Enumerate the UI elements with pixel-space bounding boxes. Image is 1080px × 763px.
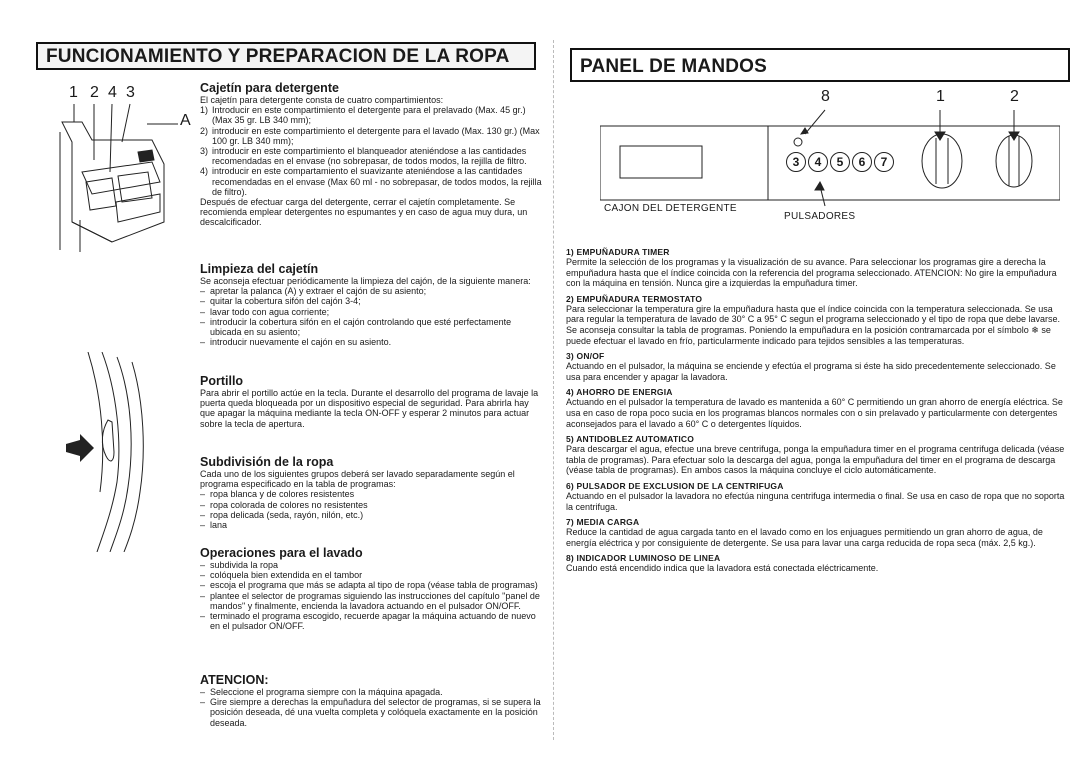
control-heading: 7) MEDIA CARGA [566,517,640,528]
list-item: – Gire siempre a derechas la empuñadura del selector de programas, si se supera la posición deseada, dé una vuelta completa y colóquela exactamente en la posición deseada. [200,697,545,728]
cajon-label: CAJON DEL DETERGENTE [604,203,737,214]
limpieza-intro: Se aconseja efectuar periódicamente la limpieza del cajón, de la siguiente manera: [200,276,531,286]
list-item: – ropa delicada (seda, rayón, nilón, etc.) [200,510,545,520]
list-item: – introducir la cobertura sifón en el cajón controlando que esté perfectamente ubicada en su asiento; [200,317,545,337]
drawer-label-3: 3 [126,84,135,101]
button-6[interactable]: 6 [852,152,872,172]
callout-8: 8 [821,88,830,105]
control-text: Cuando está encendido indica que la lavadora está conectada eléctricamente. [566,563,879,574]
button-5[interactable]: 5 [830,152,850,172]
control-heading: 6) PULSADOR DE EXCLUSION DE LA CENTRIFUGA [566,480,784,491]
control-panel-figure [600,86,1060,226]
controls-list [566,247,1072,574]
control-text: Reduce la cantidad de agua cargada tanto en el lavado como en los enjuagues permitiendo un gran ahorro de agua, de energía eléctrica y por consiguiente de detergente. Se usa para lavar una carga reducida de ropa seca (máx. 2,5 kg.). [566,527,1043,548]
control-item [566,294,1072,346]
drawer-drawing [52,102,200,254]
drawer-label-a: A [180,112,191,129]
control-heading: 2) EMPUÑADURA TERMOSTATO [566,293,703,304]
right-section-title [570,48,1070,82]
cajetin-list [200,105,545,197]
operaciones-title: Operaciones para el lavado [200,546,363,560]
limpieza-title: Limpieza del cajetín [200,262,319,276]
list-item: 1) Introducir en este compartimiento el detergente para el prelavado (Max. 45 gr.) (Max 35 gr. LB 340 mm); [200,105,526,126]
subdivision-section [200,455,545,530]
atencion-section [200,673,545,728]
list-item: – introducir nuevamente el cajón en su asiento. [200,337,545,347]
left-title-text: FUNCIONAMIENTO Y PREPARACION DE LA ROPA [46,46,510,67]
cajetin-title: Cajetín para detergente [200,81,339,95]
pulsadores-label: PULSADORES [784,211,856,222]
control-heading: 4) AHORRO DE ENERGIA [566,387,673,398]
cajetin-section [200,81,545,228]
control-item [566,517,1072,548]
list-item: – colóquela bien extendida en el tambor [200,570,545,580]
column-divider [553,40,555,740]
list-item: – plantee el selector de programas siguiendo las instrucciones del capítulo "panel de mandos" y finalmente, encienda la lavadora actuando en el pulsador ON/OFF. [200,591,545,611]
portillo-section [200,374,545,429]
control-heading: 3) ON/OF [566,351,605,362]
drawer-label-1: 1 [69,84,78,101]
subdivision-list [200,489,545,530]
control-text: Actuando en el pulsador la temperatura de lavado es mantenida a 60° C permitiendo un gran ahorro de energía eléctrica. Se usa en caso de ropa poco sucia en los programas blancos normales con o sin prelavado y particularmente con detergentes aconsejados para el lavado a 60° C o detergentes líquidos. [566,397,1063,429]
drawer-label-4: 4 [108,84,117,101]
control-item [566,481,1072,512]
button-3[interactable]: 3 [786,152,806,172]
operaciones-list [200,560,545,631]
list-item: – Seleccione el programa siempre con la máquina apagada. [200,687,545,697]
list-item: – lana [200,520,545,530]
right-title-text: PANEL DE MANDOS [580,56,768,77]
list-item: – escoja el programa que más se adapta al tipo de ropa (véase tabla de programas) [200,580,545,590]
button-7[interactable]: 7 [874,152,894,172]
control-item [566,434,1072,476]
button-4[interactable]: 4 [808,152,828,172]
control-heading: 5) ANTIDOBLEZ AUTOMATICO [566,434,695,445]
callout-1: 1 [936,88,945,105]
list-item: – lavar todo con agua corriente; [200,307,545,317]
list-item: – subdivida la ropa [200,560,545,570]
subdivision-intro: Cada uno de los siguientes grupos deberá ser lavado separadamente según el programa especificado en la tabla de programas: [200,469,515,490]
list-item: 3) introducir en este compartimiento el blanqueador ateniéndose a las cantidades recomendadas en el envase (no sobrepasar, de todos modos, la rejilla de filtro. [200,146,527,167]
control-heading: 1) EMPUÑADURA TIMER [566,247,670,257]
control-heading: 8) INDICADOR LUMINOSO DE LINEA [566,553,721,564]
control-text: Permite la selección de los programas y la visualización de su avance. Para seleccionar los programas gire a derecha la empuñadura hasta que el índice coincida con la referencia del programa seleccionado. ATENCION: No gire la empuñadura con la máquina en tensión. Nunca gire a izquierdas la empuñadura timer. [566,257,1057,289]
left-section-title [36,42,536,70]
control-item [566,247,1072,289]
control-text: Actuando en el pulsador, la máquina se enciende y efectúa el programa si éste ha sido precedentemente seleccionado. Se usa para encender y apagar la lavadora. [566,361,1056,382]
control-text: Actuando en el pulsador la lavadora no efectúa ninguna centrifuga intermedia o final. Se usa en caso de ropa que no soporta la centrifuga. [566,490,1065,512]
door-figure [62,352,162,552]
list-item: – ropa colorada de colores no resistentes [200,500,545,510]
callout-2: 2 [1010,88,1019,105]
control-item [566,553,1072,574]
list-item: – apretar la palanca (A) y extraer el cajón de su asiento; [200,286,545,296]
list-item: 4) introducir en este compartamiento el suavizante ateniéndose a las cantidades recomendadas en el envase (Max 60 ml - no sobrepasar, de todos modos, la rejilla de filtro). [200,166,542,197]
pulsadores-group [786,152,894,172]
limpieza-list [200,286,545,347]
list-item: – terminado el programa escogido, recuerde apagar la máquina actuando de nuevo en el pulsador ON/OFF. [200,611,545,631]
operaciones-section [200,546,545,631]
cajetin-intro: El cajetín para detergente consta de cuatro compartimientos: [200,95,444,105]
atencion-title: ATENCION: [200,673,269,687]
limpieza-section [200,262,545,347]
control-text: Para seleccionar la temperatura gire la empuñadura hasta que el índice coincida con la temperatura seleccionada. Se usa para regular la temperatura de lavado de 30° C a 95° C segun el programa seleccionado y el tipo de ropa que debe lavarse. Se aconseja consultar la tabla de programas. Poniendo la empuñadura en la posición contramarcada por el símbolo ❄ se puede efectuar el lavado en frío, particularmente indicado para tejidos sensibles a las temperaturas. [566,303,1061,346]
cajetin-outro: Después de efectuar carga del detergente, cerrar el cajetín completamente. Se recomienda emplear detergentes no espumantes y en caso de agua muy dura, un descalcificador. [200,197,528,228]
portillo-title: Portillo [200,374,244,388]
portillo-text: Para abrir el portillo actúe en la tecla. Durante el desarrollo del programa de lavaje la puerta queda bloqueada por un dispositivo especial de seguridad. Para abrirla hay que apagar la máquina mediante la tecla ON-OFF y esperar 2 minutos para actuar sobre la tecla de apertura. [200,388,539,429]
list-item: – ropa blanca y de colores resistentes [200,489,545,499]
list-item: 2) introducir en este compartimiento el detergente para el lavado (Max. 130 gr.) (Max 100 gr. LB 340 mm); [200,125,540,146]
control-text: Para descargar el agua, efectue una breve centrifuga, ponga la empuñadura timer en el programa centrifuga delicada (véase tabla de programas). Para efectuar solo la descarga del agua, ponga la empuñadura del timer en el programa de descarga (véase tabla de programas). En ambos casos la máquina concluye el ciclo automáticamente. [566,444,1065,476]
atencion-list [200,687,545,728]
control-item [566,387,1072,429]
control-item [566,351,1072,382]
subdivision-title: Subdivisión de la ropa [200,455,334,469]
detergent-drawer-figure [52,84,200,254]
drawer-label-2: 2 [90,84,99,101]
list-item: – quitar la cobertura sifón del cajón 3-4; [200,296,545,306]
